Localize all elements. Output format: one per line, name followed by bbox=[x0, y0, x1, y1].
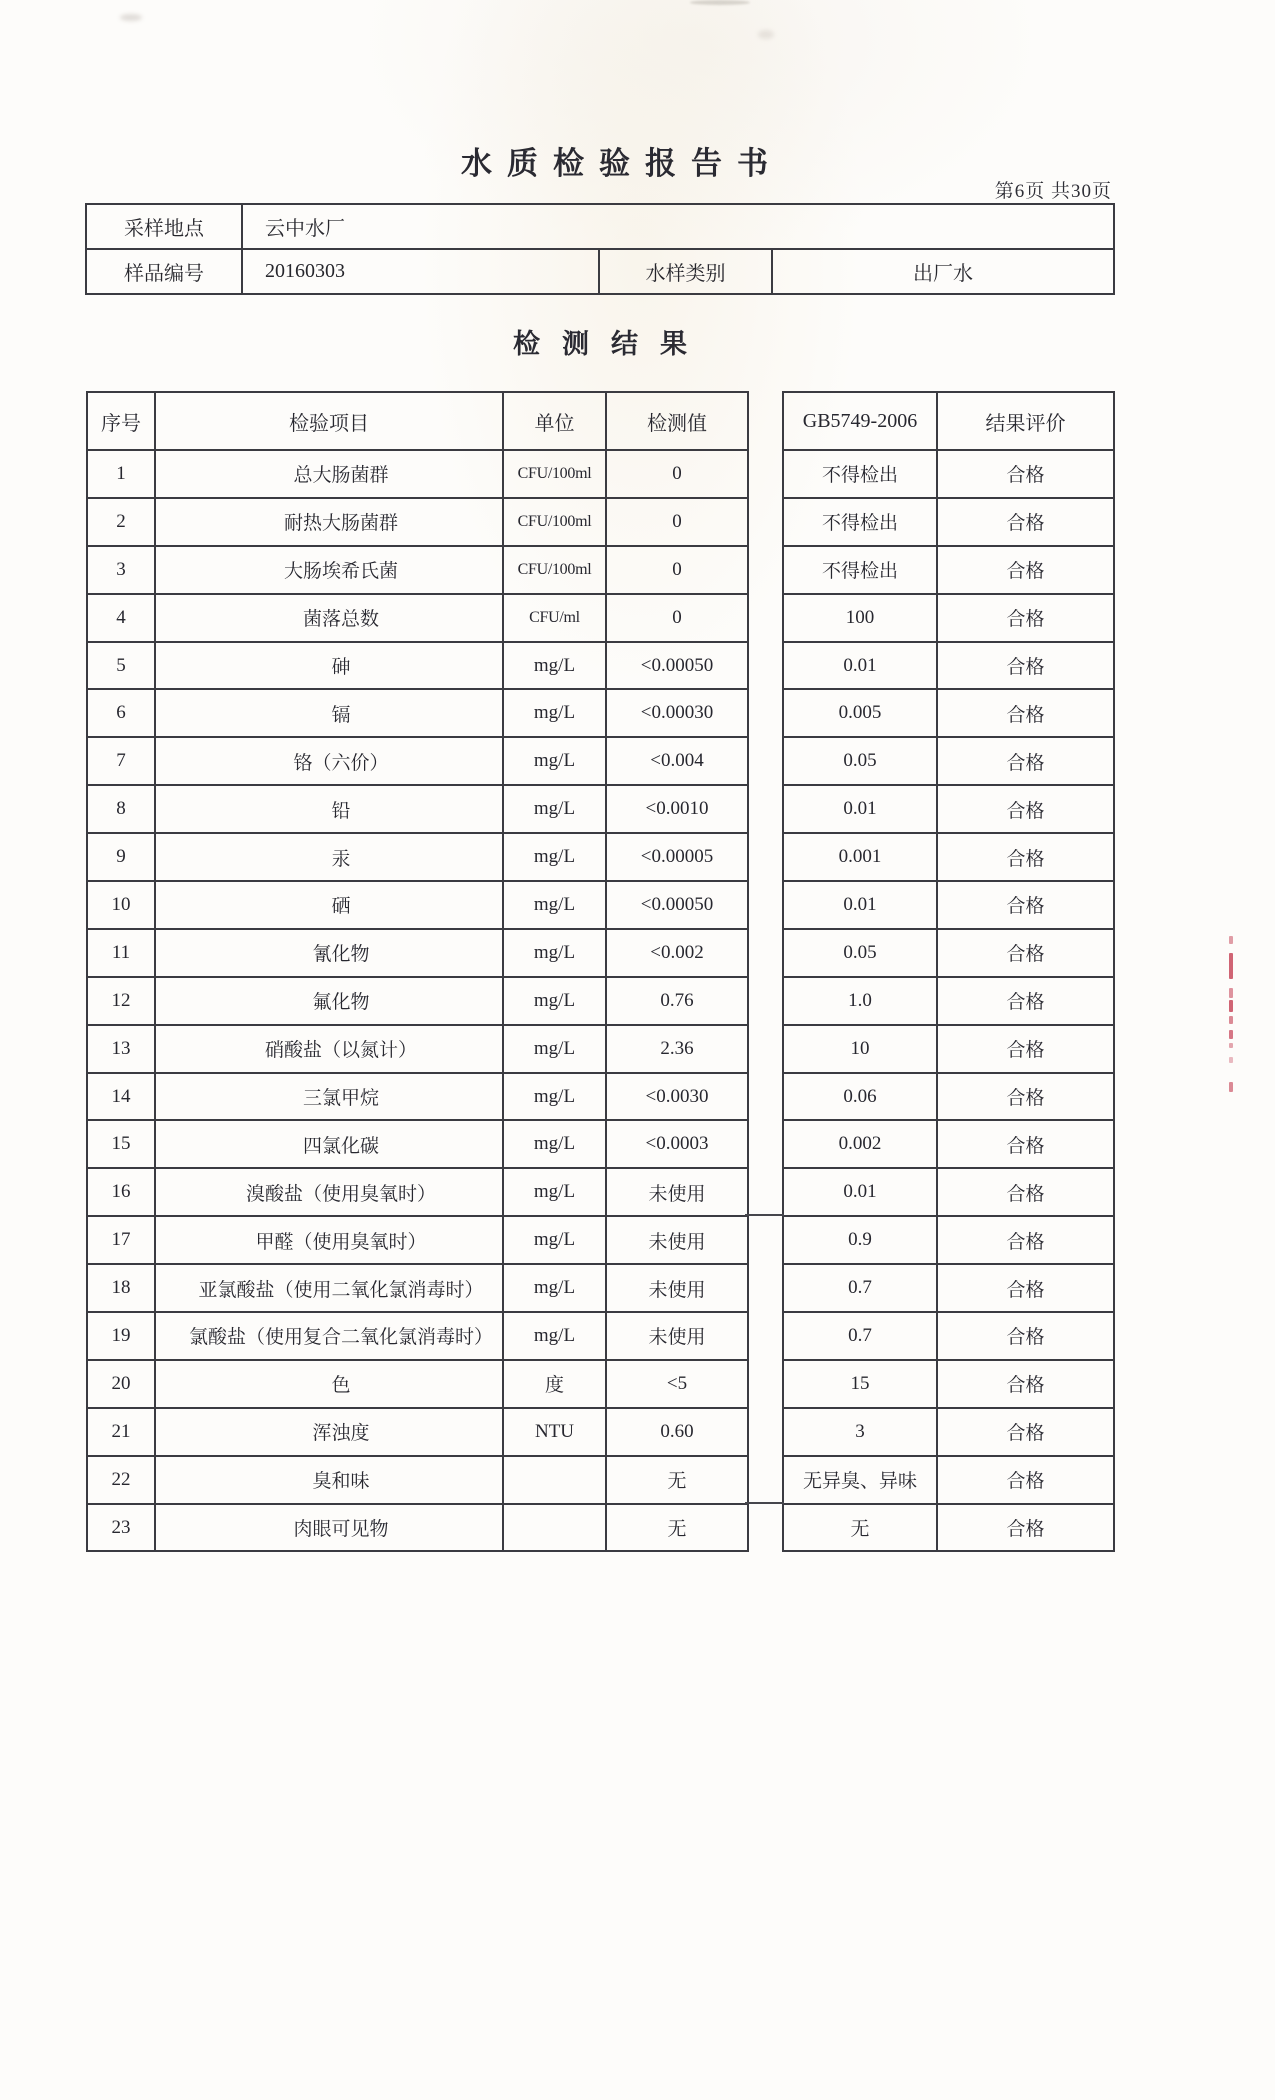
result-evaluation: 合格 bbox=[937, 929, 1114, 977]
result-evaluation: 合格 bbox=[937, 1120, 1114, 1168]
result-evaluation: 合格 bbox=[937, 450, 1114, 498]
result-row bbox=[783, 785, 1114, 833]
result-unit: mg/L bbox=[503, 833, 606, 881]
result-standard: 0.005 bbox=[783, 689, 937, 737]
result-value: <0.00005 bbox=[606, 833, 748, 881]
result-unit: mg/L bbox=[503, 1073, 606, 1121]
result-no: 15 bbox=[87, 1120, 155, 1168]
result-standard: 1.0 bbox=[783, 977, 937, 1025]
result-row bbox=[783, 450, 1114, 498]
result-row bbox=[783, 881, 1114, 929]
result-value: 0 bbox=[606, 594, 748, 642]
results-table-right bbox=[782, 391, 1115, 1552]
sample-number-label: 样品编号 bbox=[86, 249, 242, 294]
result-item: 菌落总数 bbox=[155, 594, 503, 642]
result-value: 未使用 bbox=[606, 1312, 748, 1360]
result-value: <0.00030 bbox=[606, 689, 748, 737]
result-no: 14 bbox=[87, 1073, 155, 1121]
result-evaluation: 合格 bbox=[937, 1168, 1114, 1216]
result-item: 汞 bbox=[155, 833, 503, 881]
result-item: 肉眼可见物 bbox=[155, 1504, 503, 1552]
result-value: 0.76 bbox=[606, 977, 748, 1025]
result-row bbox=[87, 977, 748, 1025]
result-unit: mg/L bbox=[503, 1168, 606, 1216]
result-standard: 0.7 bbox=[783, 1312, 937, 1360]
result-no: 17 bbox=[87, 1216, 155, 1264]
page-number-indicator: 第6页 共30页 bbox=[994, 181, 1112, 202]
result-standard: 0.01 bbox=[783, 881, 937, 929]
result-value: 无 bbox=[606, 1504, 748, 1552]
result-row bbox=[783, 1504, 1114, 1552]
result-row bbox=[87, 929, 748, 977]
result-unit: mg/L bbox=[503, 929, 606, 977]
result-standard: 不得检出 bbox=[783, 498, 937, 546]
result-row bbox=[87, 1456, 748, 1504]
result-value: 0.60 bbox=[606, 1408, 748, 1456]
result-row bbox=[87, 785, 748, 833]
result-row bbox=[783, 833, 1114, 881]
result-row bbox=[783, 498, 1114, 546]
result-unit: mg/L bbox=[503, 1216, 606, 1264]
result-value: <0.002 bbox=[606, 929, 748, 977]
result-no: 18 bbox=[87, 1264, 155, 1312]
result-unit: mg/L bbox=[503, 1312, 606, 1360]
result-row bbox=[87, 881, 748, 929]
result-row bbox=[87, 737, 748, 785]
result-unit: mg/L bbox=[503, 785, 606, 833]
result-row bbox=[87, 450, 748, 498]
result-standard: 无异臭、异味 bbox=[783, 1456, 937, 1504]
result-item: 氰化物 bbox=[155, 929, 503, 977]
result-unit: NTU bbox=[503, 1408, 606, 1456]
result-unit: CFU/100ml bbox=[503, 546, 606, 594]
sample-info-row-location bbox=[86, 204, 1114, 249]
result-no: 11 bbox=[87, 929, 155, 977]
result-value: 0 bbox=[606, 546, 748, 594]
result-row bbox=[87, 1025, 748, 1073]
result-no: 12 bbox=[87, 977, 155, 1025]
result-unit: 度 bbox=[503, 1360, 606, 1408]
result-row bbox=[783, 594, 1114, 642]
result-evaluation: 合格 bbox=[937, 1312, 1114, 1360]
result-standard: 0.06 bbox=[783, 1073, 937, 1121]
result-value: 0 bbox=[606, 498, 748, 546]
result-evaluation: 合格 bbox=[937, 594, 1114, 642]
result-row bbox=[87, 1168, 748, 1216]
result-item: 大肠埃希氏菌 bbox=[155, 546, 503, 594]
result-standard: 0.05 bbox=[783, 929, 937, 977]
result-row bbox=[87, 689, 748, 737]
result-evaluation: 合格 bbox=[937, 689, 1114, 737]
result-row bbox=[783, 689, 1114, 737]
result-item: 四氯化碳 bbox=[155, 1120, 503, 1168]
result-item: 色 bbox=[155, 1360, 503, 1408]
sampling-location-label: 采样地点 bbox=[86, 204, 242, 249]
result-value: <0.00050 bbox=[606, 642, 748, 690]
result-item: 亚氯酸盐（使用二氧化氯消毒时） bbox=[155, 1264, 503, 1312]
result-standard: 15 bbox=[783, 1360, 937, 1408]
result-item: 总大肠菌群 bbox=[155, 450, 503, 498]
result-value: 未使用 bbox=[606, 1168, 748, 1216]
result-item: 耐热大肠菌群 bbox=[155, 498, 503, 546]
result-value: <0.00050 bbox=[606, 881, 748, 929]
result-item: 镉 bbox=[155, 689, 503, 737]
result-item: 硒 bbox=[155, 881, 503, 929]
result-item: 铅 bbox=[155, 785, 503, 833]
result-row bbox=[783, 929, 1114, 977]
scan-smudge bbox=[120, 14, 142, 21]
result-unit: mg/L bbox=[503, 1025, 606, 1073]
result-evaluation: 合格 bbox=[937, 977, 1114, 1025]
results-header-row bbox=[87, 392, 748, 450]
result-no: 20 bbox=[87, 1360, 155, 1408]
result-unit: mg/L bbox=[503, 689, 606, 737]
result-standard: 0.01 bbox=[783, 785, 937, 833]
header-evaluation: 结果评价 bbox=[937, 392, 1114, 450]
result-value: 0 bbox=[606, 450, 748, 498]
result-unit: mg/L bbox=[503, 977, 606, 1025]
result-unit: mg/L bbox=[503, 737, 606, 785]
result-unit: CFU/100ml bbox=[503, 498, 606, 546]
result-item: 砷 bbox=[155, 642, 503, 690]
result-row bbox=[87, 546, 748, 594]
result-evaluation: 合格 bbox=[937, 1025, 1114, 1073]
result-standard: 不得检出 bbox=[783, 546, 937, 594]
result-row bbox=[87, 1360, 748, 1408]
result-value: <0.0003 bbox=[606, 1120, 748, 1168]
result-no: 6 bbox=[87, 689, 155, 737]
result-standard: 无 bbox=[783, 1504, 937, 1552]
result-value: 未使用 bbox=[606, 1264, 748, 1312]
result-unit: mg/L bbox=[503, 881, 606, 929]
sampling-location-value: 云中水厂 bbox=[242, 204, 1114, 249]
result-item: 氟化物 bbox=[155, 977, 503, 1025]
result-unit bbox=[503, 1456, 606, 1504]
result-row bbox=[783, 1312, 1114, 1360]
results-table-left bbox=[86, 391, 749, 1552]
result-row bbox=[783, 1216, 1114, 1264]
result-row bbox=[783, 1408, 1114, 1456]
result-evaluation: 合格 bbox=[937, 1264, 1114, 1312]
result-no: 22 bbox=[87, 1456, 155, 1504]
result-standard: 0.01 bbox=[783, 1168, 937, 1216]
results-header-row bbox=[783, 392, 1114, 450]
result-standard: 0.001 bbox=[783, 833, 937, 881]
result-no: 16 bbox=[87, 1168, 155, 1216]
result-item: 铬（六价） bbox=[155, 737, 503, 785]
result-evaluation: 合格 bbox=[937, 881, 1114, 929]
sample-info-row-number bbox=[86, 249, 1114, 294]
header-item: 检验项目 bbox=[155, 392, 503, 450]
header-value: 检测值 bbox=[606, 392, 748, 450]
result-standard: 100 bbox=[783, 594, 937, 642]
result-row bbox=[87, 594, 748, 642]
result-row bbox=[87, 1312, 748, 1360]
result-row bbox=[87, 1408, 748, 1456]
result-no: 19 bbox=[87, 1312, 155, 1360]
result-evaluation: 合格 bbox=[937, 785, 1114, 833]
result-unit: CFU/100ml bbox=[503, 450, 606, 498]
result-standard: 0.01 bbox=[783, 642, 937, 690]
result-row bbox=[783, 546, 1114, 594]
result-no: 23 bbox=[87, 1504, 155, 1552]
water-type-value: 出厂水 bbox=[772, 249, 1114, 294]
result-standard: 0.05 bbox=[783, 737, 937, 785]
result-row bbox=[87, 642, 748, 690]
result-row bbox=[783, 977, 1114, 1025]
result-row bbox=[783, 1073, 1114, 1121]
result-no: 7 bbox=[87, 737, 155, 785]
sample-info-table bbox=[85, 203, 1115, 295]
result-unit bbox=[503, 1504, 606, 1552]
header-no: 序号 bbox=[87, 392, 155, 450]
result-unit: mg/L bbox=[503, 642, 606, 690]
result-evaluation: 合格 bbox=[937, 737, 1114, 785]
result-row bbox=[783, 642, 1114, 690]
result-row bbox=[783, 737, 1114, 785]
result-row bbox=[783, 1456, 1114, 1504]
result-evaluation: 合格 bbox=[937, 546, 1114, 594]
result-row bbox=[87, 498, 748, 546]
result-no: 1 bbox=[87, 450, 155, 498]
result-evaluation: 合格 bbox=[937, 1360, 1114, 1408]
result-unit: mg/L bbox=[503, 1120, 606, 1168]
result-standard: 0.7 bbox=[783, 1264, 937, 1312]
result-evaluation: 合格 bbox=[937, 498, 1114, 546]
result-item: 氯酸盐（使用复合二氧化氯消毒时） bbox=[155, 1312, 503, 1360]
result-value: 未使用 bbox=[606, 1216, 748, 1264]
water-type-label: 水样类别 bbox=[599, 249, 772, 294]
result-standard: 0.9 bbox=[783, 1216, 937, 1264]
result-row bbox=[87, 1504, 748, 1552]
result-evaluation: 合格 bbox=[937, 833, 1114, 881]
result-no: 10 bbox=[87, 881, 155, 929]
result-row bbox=[87, 1264, 748, 1312]
scan-smudge bbox=[690, 0, 750, 5]
result-standard: 3 bbox=[783, 1408, 937, 1456]
result-value: <0.0010 bbox=[606, 785, 748, 833]
scan-line-artifact bbox=[745, 1502, 784, 1504]
result-unit: mg/L bbox=[503, 1264, 606, 1312]
result-no: 3 bbox=[87, 546, 155, 594]
result-row bbox=[87, 1216, 748, 1264]
result-no: 13 bbox=[87, 1025, 155, 1073]
result-evaluation: 合格 bbox=[937, 1216, 1114, 1264]
result-row bbox=[783, 1360, 1114, 1408]
result-row bbox=[783, 1120, 1114, 1168]
header-standard: GB5749-2006 bbox=[783, 392, 937, 450]
result-item: 臭和味 bbox=[155, 1456, 503, 1504]
result-standard: 10 bbox=[783, 1025, 937, 1073]
result-evaluation: 合格 bbox=[937, 1504, 1114, 1552]
result-no: 9 bbox=[87, 833, 155, 881]
result-row bbox=[87, 1120, 748, 1168]
result-value: <5 bbox=[606, 1360, 748, 1408]
result-evaluation: 合格 bbox=[937, 1073, 1114, 1121]
result-evaluation: 合格 bbox=[937, 1456, 1114, 1504]
header-unit: 单位 bbox=[503, 392, 606, 450]
report-title: 水质检验报告书 bbox=[461, 146, 783, 181]
result-item: 浑浊度 bbox=[155, 1408, 503, 1456]
scan-smudge bbox=[758, 30, 774, 39]
sample-number-value: 20160303 bbox=[242, 249, 599, 294]
result-item: 溴酸盐（使用臭氧时） bbox=[155, 1168, 503, 1216]
result-no: 5 bbox=[87, 642, 155, 690]
result-value: <0.004 bbox=[606, 737, 748, 785]
result-evaluation: 合格 bbox=[937, 1408, 1114, 1456]
result-value: 无 bbox=[606, 1456, 748, 1504]
result-row bbox=[783, 1168, 1114, 1216]
result-value: <0.0030 bbox=[606, 1073, 748, 1121]
result-row bbox=[87, 1073, 748, 1121]
result-item: 甲醛（使用臭氧时） bbox=[155, 1216, 503, 1264]
result-item: 三氯甲烷 bbox=[155, 1073, 503, 1121]
section-title: 检测结果 bbox=[513, 329, 709, 359]
result-unit: CFU/ml bbox=[503, 594, 606, 642]
result-no: 4 bbox=[87, 594, 155, 642]
result-row bbox=[783, 1025, 1114, 1073]
result-no: 8 bbox=[87, 785, 155, 833]
result-value: 2.36 bbox=[606, 1025, 748, 1073]
result-item: 硝酸盐（以氮计） bbox=[155, 1025, 503, 1073]
result-evaluation: 合格 bbox=[937, 642, 1114, 690]
result-standard: 0.002 bbox=[783, 1120, 937, 1168]
result-no: 21 bbox=[87, 1408, 155, 1456]
result-no: 2 bbox=[87, 498, 155, 546]
result-standard: 不得检出 bbox=[783, 450, 937, 498]
result-row bbox=[783, 1264, 1114, 1312]
scan-line-artifact bbox=[745, 1214, 784, 1216]
result-row bbox=[87, 833, 748, 881]
